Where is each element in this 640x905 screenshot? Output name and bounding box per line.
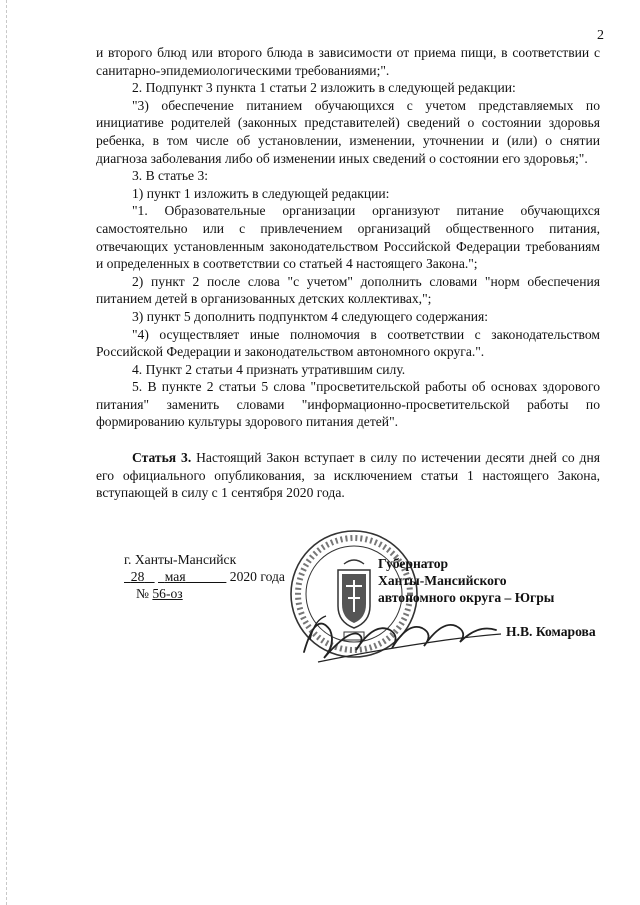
place: г. Ханты-Мансийск [124,552,237,567]
date-year: 2020 года [229,569,285,584]
paragraph-amendment-3: 3. В статье 3: [132,168,209,184]
paragraph-continuation: и второго блюд или второго блюда в зависимости от приема пищи, в соответствии с санитарно-эпидемиологическими требованиями;". [96,45,600,78]
article-3-label: Статья 3. [132,450,192,466]
date-month: мая [164,569,186,584]
page-number: 2 [597,28,604,43]
paragraph-item-1: 1) пункт 1 изложить в следующей редакции: [132,185,390,201]
place-and-date-block [124,551,285,602]
signatory-title-line-3: автономного округа – Югры [378,590,555,605]
paragraph-item-3-text: "4) осуществляет иные полномочия в соответствии с законодательством Российской Федерации и законодательством автономного округа.". [96,326,600,360]
date-line [124,568,285,585]
paragraph-item-3: 3) пункт 5 дополнить подпунктом 4 следующего содержания: [132,308,489,324]
signatory-title-line-1: Губернатор [378,556,449,571]
paragraph-subitem-3-text: "3) обеспечение питанием обучающихся с учетом представляемых по инициативе родителей (законных представителей) сведений о состоянии здоровья ребенка, в том числе об установлении, изменении, уточнении и (или) о снятии диагноза заболевания либо об изменении иных сведений о состоянии его здоровья;". [96,97,600,166]
document-body [96,44,600,502]
paragraph-item-2: 2) пункт 2 после слова "с учетом" дополнить словами "норм обеспечения питанием детей в организованных детских коллективах,"; [96,273,600,307]
article-3-text: Настоящий Закон вступает в силу по истечении десяти дней со дня его официального опубликования, за исключением статьи 1 настоящего Закона, вступающей в силу с 1 сентября 2020 года. [96,450,600,501]
article-3 [96,449,600,502]
signatory-title [378,555,554,606]
paragraph-amendment-5: 5. В пункте 2 статьи 5 слова "просветительской работы об основах здорового питания" заменить словами "информационно-просветительской работы по формированию культуры здорового питания детей". [96,379,600,430]
handwritten-signature [296,600,506,670]
law-number: № 56-оз [136,586,183,601]
paragraph-amendment-2: 2. Подпункт 3 пункта 1 статьи 2 изложить в следующей редакции: [132,80,516,96]
date-day: 28 [130,569,145,584]
paragraph-item-1-text: "1. Образовательные организации организуют питание обучающихся самостоятельно или с привлечением организаций общественного питания, отвечающих установленным законодательством Российской Федерации требованиям и определенных в соответствии со статьей 4 настоящего Закона."; [96,203,600,272]
signatory-name: Н.В. Комарова [506,624,596,639]
law-number-value: 56-оз [152,586,183,601]
signatory-title-line-2: Ханты-Мансийского [378,573,507,588]
paragraph-amendment-4: 4. Пункт 2 статьи 4 признать утратившим силу. [132,361,406,377]
scan-edge [6,0,8,905]
